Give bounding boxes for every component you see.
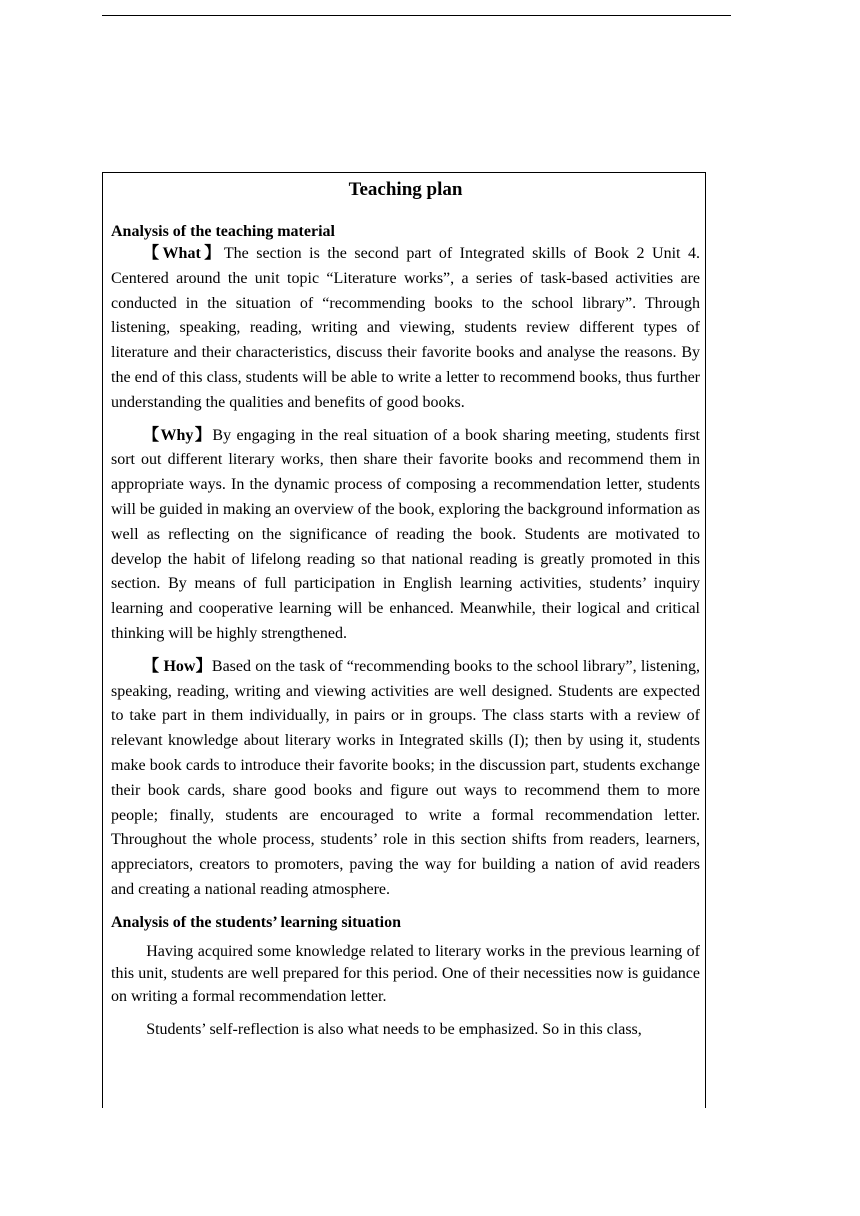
paragraph-why: [111, 424, 700, 647]
what-text: The section is the second part of Integrated skills of Book 2 Unit 4. Centered around the unit topic “Literature works”, a series of task-based activities are conducted in the situation of “recommending books to the school library”. Through listening, speaking, reading, writing and viewing, students review different types of literature and their characteristics, discuss their favorite books and analyse the reasons. By the end of this class, students will be able to write a letter to recommend books, thus further understanding the qualities and benefits of good books.: [111, 245, 700, 411]
page-title: Teaching plan: [348, 179, 463, 200]
why-tag: 【Why】: [143, 426, 213, 444]
situation-paragraph-1: Having acquired some knowledge related to literary works in the previous learning of this unit, students are well prepared for this period. One of their necessities now is guidance on writing a formal recommendation letter.: [111, 942, 700, 1005]
paragraph-how: [111, 655, 700, 903]
teaching-plan-table: [102, 172, 706, 1108]
what-tag: 【What】: [143, 245, 224, 262]
section-heading-situation: Analysis of the students’ learning situation: [111, 913, 401, 931]
header-rule: [102, 15, 731, 16]
why-text: By engaging in the real situation of a book sharing meeting, students first sort out different literary works, then share their favorite books and recommend them in appropriate ways. In the dynamic process of composing a recommendation letter, students will be guided in making an overview of the book, exploring the background information as well as reflecting on the significance of reading the book. Students are motivated to develop the habit of lifelong reading so that national reading is greatly promoted in this section. By means of full participation in English learning activities, students’ inquiry learning and cooperative learning will be enhanced. Meanwhile, their logical and critical thinking will be highly strengthened.: [111, 426, 701, 642]
paragraph-what: [111, 242, 700, 416]
how-tag: 【 How】: [143, 657, 212, 675]
how-text: Based on the task of “recommending books to the school library”, listening, speaking, reading, writing and viewing activities are well designed. Students are expected to take part in them individually, in pairs or in groups. The class starts with a review of relevant knowledge about literary works in Integrated skills (I); then by using it, students make book cards to introduce their favorite books; in the discussion part, students exchange their book cards, share good books and figure out ways to recommend them to more people; finally, students are encouraged to write a formal recommendation letter. Throughout the whole process, students’ role in this section shifts from readers, learners, appreciators, creators to promoters, paving the way for building a nation of avid readers and creating a national reading atmosphere.: [111, 657, 700, 898]
section-heading-material: Analysis of the teaching material: [111, 223, 335, 240]
situation-paragraph-2: Students’ self-reflection is also what needs to be emphasized. So in this class,: [146, 1021, 642, 1039]
